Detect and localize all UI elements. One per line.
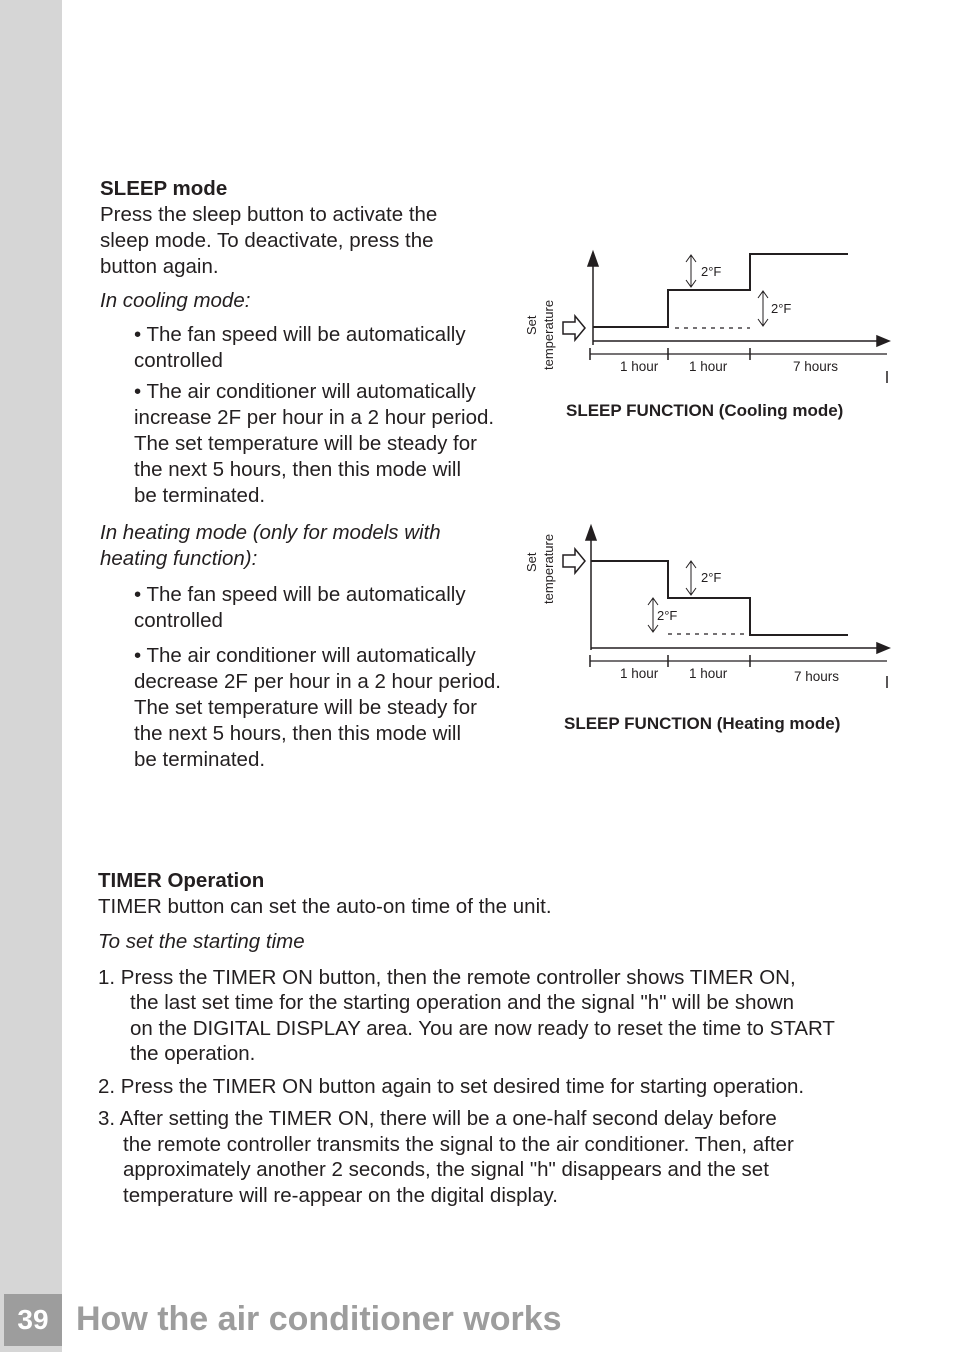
side-bar bbox=[0, 0, 62, 1352]
time-span-label-2: 1 hour bbox=[689, 359, 728, 374]
heating-mode-label: heating function): bbox=[100, 547, 258, 570]
time-span-label-1: 1 hour bbox=[620, 359, 659, 374]
diagram-caption-cooling: SLEEP FUNCTION (Cooling mode) bbox=[566, 401, 844, 420]
x-axis-arrowhead bbox=[877, 643, 889, 653]
heating-bullet-line: the next 5 hours, then this mode will bbox=[134, 722, 462, 745]
cooling-bullet-line: • The fan speed will be automatically bbox=[134, 323, 466, 346]
timer-intro: TIMER button can set the auto-on time of the unit. bbox=[98, 894, 552, 918]
heating-bullet-line: • The fan speed will be automatically bbox=[134, 583, 466, 606]
y-axis-label-temperature: temperature bbox=[541, 299, 556, 370]
timer-step-line: the last set time for the starting operation and the signal "h" will be shown bbox=[130, 991, 795, 1014]
cooling-bullet-line: controlled bbox=[134, 349, 223, 372]
step-label-1: 2°F bbox=[701, 570, 722, 585]
timer-step-line: temperature will re-appear on the digital display. bbox=[123, 1183, 558, 1207]
timer-step-line: the operation. bbox=[130, 1042, 256, 1065]
timer-step-line: approximately another 2 seconds, the signal "h" disappears and the set bbox=[123, 1158, 769, 1181]
timer-step-line: 3. After setting the TIMER ON, there will be a one-half second delay before bbox=[98, 1107, 777, 1130]
step-label-2: 2°F bbox=[657, 608, 678, 623]
timer-step-line: on the DIGITAL DISPLAY area. You are now ready to reset the time to START bbox=[130, 1016, 835, 1040]
cooling-bullet-line: The set temperature will be steady for bbox=[134, 432, 477, 455]
timer-section bbox=[98, 868, 888, 1208]
sleep-intro-line: Press the sleep button to activate the bbox=[100, 203, 438, 226]
time-span-label-3: 7 hours bbox=[794, 669, 840, 684]
page-number: 39 bbox=[4, 1294, 62, 1346]
timer-step-line: 1. Press the TIMER ON button, then the remote controller shows TIMER ON, bbox=[98, 965, 796, 989]
footer-title: How the air conditioner works bbox=[76, 1300, 562, 1338]
cooling-mode-label: In cooling mode: bbox=[100, 289, 251, 312]
cooling-bullet-line: increase 2F per hour in a 2 hour period. bbox=[134, 406, 495, 429]
y-axis-label-set: Set bbox=[524, 315, 539, 335]
step-label-2: 2°F bbox=[771, 301, 792, 316]
timer-heading: TIMER Operation bbox=[98, 869, 265, 892]
y-axis-arrowhead bbox=[588, 252, 598, 266]
cooling-bullet-line: • The air conditioner will automatically bbox=[134, 380, 476, 403]
time-span-label-2: 1 hour bbox=[689, 666, 728, 681]
heating-bullet-line: be terminated. bbox=[134, 748, 266, 771]
sleep-section bbox=[100, 176, 545, 773]
x-axis-arrowhead bbox=[877, 336, 889, 346]
step-label-1: 2°F bbox=[701, 264, 722, 279]
timer-step-line: 2. Press the TIMER ON button again to set desired time for starting operation. bbox=[98, 1074, 805, 1098]
set-temperature-arrow-icon bbox=[563, 549, 585, 573]
heating-bullet-line: controlled bbox=[134, 609, 223, 632]
sleep-cooling-diagram bbox=[515, 240, 905, 430]
time-span-label-3: 7 hours bbox=[793, 359, 839, 374]
sleep-intro-line: sleep mode. To deactivate, press the bbox=[100, 229, 434, 252]
heating-bullet-line: The set temperature will be steady for bbox=[134, 696, 477, 719]
set-temperature-arrow-icon bbox=[563, 316, 585, 340]
heating-bullet-line: decrease 2F per hour in a 2 hour period. bbox=[134, 670, 501, 693]
timer-subheading: To set the starting time bbox=[98, 930, 305, 953]
sleep-intro-line: button again. bbox=[100, 255, 219, 278]
timer-step-line: the remote controller transmits the signal to the air conditioner. Then, after bbox=[123, 1132, 794, 1156]
heating-bullet-line: • The air conditioner will automatically bbox=[134, 644, 476, 667]
diagram-caption-heating: SLEEP FUNCTION (Heating mode) bbox=[564, 714, 841, 733]
cooling-bullet-line: the next 5 hours, then this mode will bbox=[134, 458, 462, 481]
heating-mode-label: In heating mode (only for models with bbox=[100, 521, 441, 544]
cooling-bullet-line: be terminated. bbox=[134, 484, 266, 507]
y-axis-label-temperature: temperature bbox=[541, 533, 556, 604]
y-axis-label-set: Set bbox=[524, 552, 539, 572]
y-axis-arrowhead bbox=[586, 526, 596, 540]
time-span-label-1: 1 hour bbox=[620, 666, 659, 681]
sleep-heating-diagram bbox=[515, 510, 905, 740]
sleep-heading: SLEEP mode bbox=[100, 177, 228, 200]
